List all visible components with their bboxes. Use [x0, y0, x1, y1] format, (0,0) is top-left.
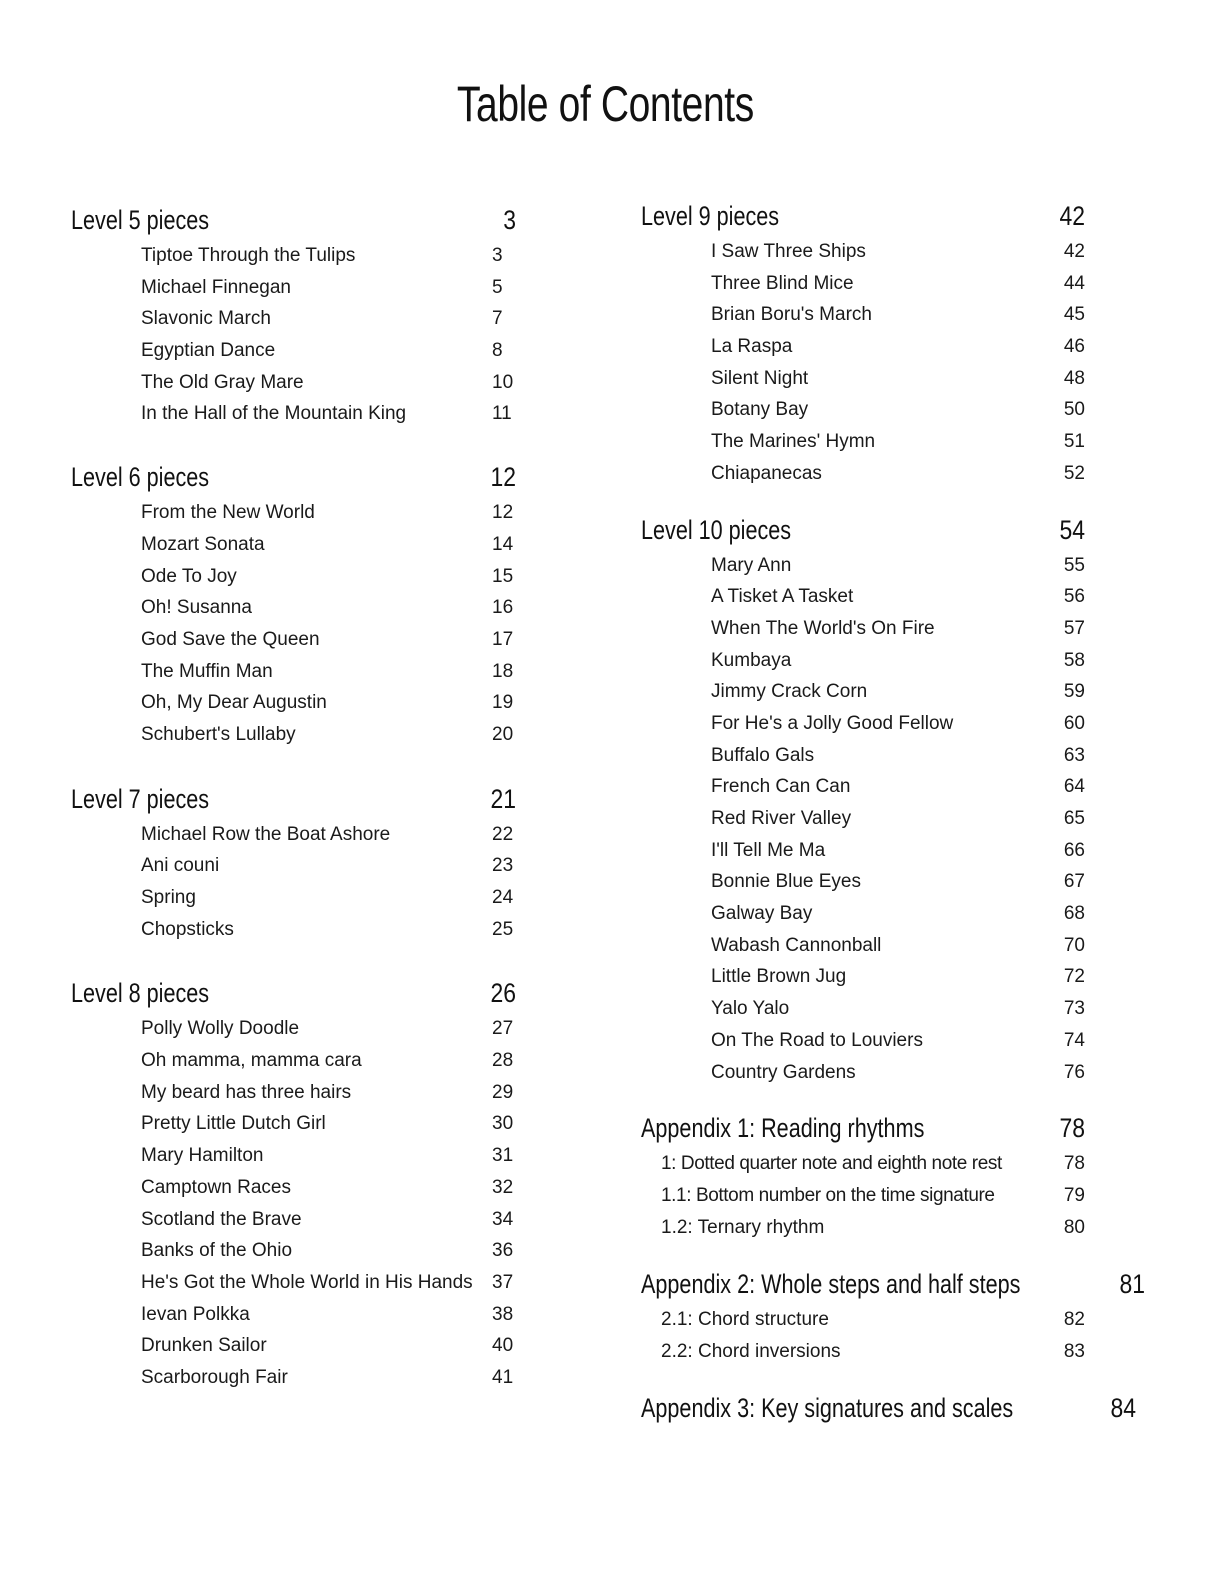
section-heading[interactable]: [641, 1388, 1137, 1428]
toc-entry-page: 58: [1063, 649, 1085, 671]
toc-entry-title: Bonnie Blue Eyes: [711, 871, 861, 893]
toc-section-level-10: [641, 510, 1085, 1089]
toc-entry-title: Oh mamma, mamma cara: [141, 1050, 362, 1072]
toc-entry-page: 60: [1063, 712, 1085, 734]
toc-entry-page: 55: [1063, 554, 1085, 576]
toc-entry-page: 25: [492, 918, 514, 940]
toc-section-level-5: [71, 200, 516, 430]
toc-entry-title: God Save the Queen: [141, 628, 320, 650]
toc-entry[interactable]: [641, 1212, 1085, 1244]
toc-entry-title: Kumbaya: [711, 649, 792, 671]
toc-entry[interactable]: [641, 426, 1085, 458]
toc-entry-title: Banks of the Ohio: [141, 1240, 293, 1262]
toc-left-column: [71, 200, 516, 1394]
toc-entry-title: Silent Night: [711, 367, 809, 389]
toc-entry-title: Schubert's Lullaby: [141, 723, 296, 745]
toc-entry[interactable]: [71, 1235, 516, 1267]
toc-entry-title: Botany Bay: [711, 399, 809, 421]
section-heading-label: Level 10 pieces: [641, 514, 792, 545]
toc-entry-title: Oh! Susanna: [141, 597, 252, 619]
toc-entry-page: 15: [492, 565, 514, 587]
toc-entry-page: 73: [1063, 998, 1085, 1020]
toc-entry[interactable]: [71, 1077, 516, 1109]
toc-entry[interactable]: [71, 1267, 516, 1299]
section-heading-label: Level 7 pieces: [71, 783, 210, 814]
toc-entry-title: Polly Wolly Doodle: [141, 1018, 300, 1040]
toc-entry-page: 72: [1063, 966, 1085, 988]
toc-entry-page: 12: [492, 502, 514, 524]
toc-section-appendix-2: [641, 1264, 1146, 1367]
toc-entry[interactable]: [71, 719, 516, 751]
toc-entry-page: 67: [1063, 871, 1085, 893]
toc-entry-page: 76: [1063, 1061, 1085, 1083]
toc-entry-title: Red River Valley: [711, 808, 852, 829]
toc-entry-title: Ani couni: [141, 855, 220, 877]
toc-entry[interactable]: [71, 687, 516, 719]
toc-entry-title: Ode To Joy: [141, 565, 237, 587]
section-heading-page: 84: [1110, 1392, 1137, 1423]
toc-entry-title: Mary Hamilton: [141, 1145, 264, 1167]
toc-section-appendix-3: [641, 1388, 1137, 1428]
toc-entry[interactable]: [641, 1025, 1085, 1057]
toc-entry-page: 64: [1063, 776, 1085, 798]
toc-entry[interactable]: [641, 898, 1085, 930]
toc-entry[interactable]: [641, 676, 1085, 708]
toc-entry-title: Pretty Little Dutch Girl: [141, 1113, 326, 1135]
toc-entry[interactable]: [71, 1140, 516, 1172]
toc-entry[interactable]: [641, 581, 1085, 613]
toc-entry[interactable]: [71, 1045, 516, 1077]
toc-entry[interactable]: [71, 1108, 516, 1140]
toc-entry[interactable]: [641, 1148, 1085, 1180]
toc-entry-page: 31: [492, 1145, 514, 1167]
toc-entry-title: The Marines' Hymn: [711, 431, 876, 453]
toc-entry-title: The Old Gray Mare: [141, 371, 304, 393]
toc-entry-page: 19: [492, 692, 514, 714]
toc-entry-title: From the New World: [141, 502, 315, 524]
toc-entry[interactable]: [71, 819, 516, 851]
section-heading-page: 78: [1059, 1113, 1085, 1144]
toc-entry-title: Jimmy Crack Corn: [711, 681, 868, 703]
section-heading-label: Level 8 pieces: [71, 978, 210, 1009]
toc-entry-page: 28: [492, 1050, 514, 1072]
toc-entry[interactable]: [641, 645, 1085, 677]
section-heading-page: 54: [1059, 514, 1085, 545]
toc-entry[interactable]: [71, 1013, 516, 1045]
toc-entry-page: 37: [492, 1271, 514, 1293]
toc-entry-title: I Saw Three Ships: [711, 241, 866, 262]
toc-entry-page: 23: [492, 855, 514, 877]
toc-entry[interactable]: [71, 335, 516, 367]
toc-entry[interactable]: [71, 1204, 516, 1236]
toc-entry[interactable]: [71, 1172, 516, 1204]
section-heading-label: Appendix 1: Reading rhythms: [641, 1113, 925, 1144]
toc-entry[interactable]: [641, 866, 1085, 898]
toc-entry-page: 56: [1063, 586, 1085, 608]
toc-entry-page: 79: [1063, 1184, 1085, 1206]
section-heading[interactable]: [641, 196, 1085, 236]
toc-entry-title: When The World's On Fire: [711, 617, 935, 639]
toc-entry-title: Chiapanecas: [711, 462, 822, 484]
toc-entry-title: Spring: [141, 887, 196, 908]
toc-entry[interactable]: [71, 398, 516, 430]
section-heading[interactable]: [71, 779, 516, 819]
toc-entry[interactable]: [641, 613, 1085, 645]
section-heading-page: 42: [1059, 201, 1085, 231]
section-heading-label: Level 5 pieces: [71, 205, 210, 235]
toc-entry[interactable]: [71, 850, 516, 882]
toc-entry-page: 46: [1063, 336, 1085, 358]
section-heading-page: 21: [490, 783, 516, 814]
toc-entry-page: 82: [1063, 1309, 1085, 1331]
toc-entry-title: 1.2: Ternary rhythm: [661, 1216, 825, 1238]
toc-entry-title: A Tisket A Tasket: [711, 586, 854, 608]
toc-entry-title: 1: Dotted quarter note and eighth note rest: [661, 1153, 1002, 1175]
toc-entry[interactable]: [641, 708, 1085, 740]
toc-entry-page: 5: [492, 276, 503, 298]
toc-entry-page: 7: [492, 308, 503, 330]
toc-entry-page: 57: [1063, 617, 1085, 639]
toc-entry-page: 51: [1063, 431, 1085, 453]
toc-entry[interactable]: [71, 592, 516, 624]
toc-entry-page: 8: [492, 340, 503, 362]
toc-entry-title: Little Brown Jug: [711, 966, 847, 988]
toc-entry-page: 29: [492, 1081, 514, 1103]
toc-entry[interactable]: [71, 303, 516, 335]
toc-entry-title: The Muffin Man: [141, 660, 273, 682]
toc-section-level-9: [641, 196, 1085, 490]
toc-right-column: [641, 196, 1146, 1428]
toc-entry[interactable]: [641, 236, 1085, 268]
toc-entry-title: In the Hall of the Mountain King: [141, 403, 407, 425]
toc-entry[interactable]: [641, 331, 1085, 363]
toc-entry-page: 10: [492, 371, 514, 393]
toc-entry[interactable]: [71, 1299, 516, 1331]
section-heading[interactable]: [641, 1264, 1146, 1304]
toc-entry-page: 52: [1063, 462, 1085, 484]
toc-entry-title: Michael Row the Boat Ashore: [141, 823, 391, 845]
toc-entry-title: On The Road to Louviers: [711, 1029, 923, 1051]
toc-entry[interactable]: [641, 550, 1085, 582]
toc-entry-page: 38: [492, 1303, 514, 1325]
section-heading-label: Level 6 pieces: [71, 462, 210, 493]
section-heading-page: 26: [490, 978, 516, 1009]
toc-entry-title: Three Blind Mice: [711, 272, 854, 294]
toc-entry-page: 41: [492, 1366, 514, 1388]
toc-entry-page: 20: [492, 723, 514, 745]
toc-entry-title: For He's a Jolly Good Fellow: [711, 712, 954, 734]
toc-entry-title: La Raspa: [711, 336, 793, 358]
toc-entry-title: Oh, My Dear Augustin: [141, 692, 327, 714]
section-heading-page: 81: [1119, 1269, 1146, 1300]
toc-entry-title: 2.2: Chord inversions: [661, 1340, 841, 1362]
toc-entry-page: 44: [1063, 272, 1085, 294]
toc-entry[interactable]: [641, 458, 1085, 490]
toc-entry[interactable]: [641, 1304, 1085, 1336]
toc-entry-page: 3: [492, 245, 503, 266]
toc-entry-page: 34: [492, 1208, 514, 1230]
toc-entry-title: Slavonic March: [141, 308, 271, 330]
toc-entry-title: My beard has three hairs: [141, 1081, 352, 1103]
toc-entry-page: 36: [492, 1240, 514, 1262]
toc-entry-title: Yalo Yalo: [711, 998, 790, 1020]
toc-entry-title: Camptown Races: [141, 1176, 291, 1198]
toc-entry-page: 78: [1063, 1153, 1085, 1175]
toc-entry[interactable]: [71, 561, 516, 593]
toc-entry[interactable]: [641, 740, 1085, 772]
toc-entry-title: He's Got the Whole World in His Hands: [141, 1271, 473, 1293]
toc-entry-page: 48: [1063, 367, 1085, 389]
toc-entry[interactable]: [71, 882, 516, 914]
toc-entry-title: Michael Finnegan: [141, 276, 291, 298]
toc-entry-page: 68: [1063, 903, 1085, 925]
toc-entry-page: 16: [492, 597, 514, 619]
page-title: Table of Contents: [456, 76, 754, 132]
toc-entry-page: 70: [1063, 934, 1085, 956]
toc-entry[interactable]: [71, 529, 516, 561]
section-heading[interactable]: [71, 973, 516, 1013]
toc-entry[interactable]: [641, 993, 1085, 1025]
toc-entry-page: 50: [1063, 399, 1085, 421]
toc-entry-page: 80: [1063, 1216, 1085, 1238]
toc-entry[interactable]: [71, 1330, 516, 1362]
toc-section-level-6: [71, 457, 516, 751]
toc-entry-title: Ievan Polkka: [141, 1303, 250, 1325]
toc-entry-title: Tiptoe Through the Tulips: [141, 245, 356, 266]
toc-section-appendix-1: [641, 1108, 1085, 1243]
toc-entry-page: 40: [492, 1335, 514, 1357]
toc-entry-title: Country Gardens: [711, 1061, 856, 1083]
toc-entry[interactable]: [71, 367, 516, 399]
toc-entry-page: 32: [492, 1176, 514, 1198]
section-heading-page: 3: [503, 205, 516, 235]
toc-entry-title: Egyptian Dance: [141, 340, 276, 362]
toc-entry-page: 66: [1063, 839, 1085, 861]
toc-section-level-7: [71, 779, 516, 946]
toc-entry-title: Drunken Sailor: [141, 1335, 267, 1357]
toc-entry[interactable]: [641, 930, 1085, 962]
toc-entry-title: Mozart Sonata: [141, 533, 265, 555]
toc-entry-title: Scarborough Fair: [141, 1366, 288, 1388]
toc-entry-page: 27: [492, 1018, 514, 1040]
toc-entry-title: French Can Can: [711, 776, 851, 798]
toc-entry-page: 59: [1063, 681, 1085, 703]
toc-entry[interactable]: [71, 624, 516, 656]
section-heading[interactable]: [71, 457, 516, 497]
toc-entry-title: Wabash Cannonball: [711, 934, 882, 956]
toc-entry-title: Brian Boru's March: [711, 304, 872, 326]
toc-entry-page: 65: [1063, 808, 1085, 829]
section-heading[interactable]: [641, 1108, 1085, 1148]
toc-entry-page: 30: [492, 1113, 514, 1135]
toc-entry[interactable]: [641, 771, 1085, 803]
section-heading[interactable]: [71, 200, 516, 240]
section-heading[interactable]: [641, 510, 1085, 550]
toc-entry-page: 14: [492, 533, 514, 555]
toc-entry-title: Mary Ann: [711, 554, 792, 576]
toc-entry-title: Galway Bay: [711, 903, 813, 925]
toc-entry-page: 42: [1063, 241, 1085, 262]
toc-entry[interactable]: [641, 835, 1085, 867]
section-heading-page: 12: [490, 462, 516, 493]
toc-entry[interactable]: [641, 1057, 1085, 1089]
toc-entry[interactable]: [71, 240, 516, 272]
section-heading-label: Appendix 2: Whole steps and half steps: [641, 1269, 1021, 1300]
toc-entry-page: 45: [1063, 304, 1085, 326]
toc-entry[interactable]: [641, 1180, 1085, 1212]
toc-entry-title: Scotland the Brave: [141, 1208, 302, 1230]
toc-entry[interactable]: [71, 497, 516, 529]
toc-entry-page: 74: [1063, 1029, 1085, 1051]
toc-entry[interactable]: [641, 363, 1085, 395]
toc-section-level-8: [71, 973, 516, 1393]
toc-entry-title: Buffalo Gals: [711, 744, 815, 766]
toc-entry-page: 17: [492, 628, 514, 650]
section-heading-label: Level 9 pieces: [641, 201, 780, 231]
toc-entry-page: 83: [1063, 1340, 1085, 1362]
toc-entry-title: 1.1: Bottom number on the time signature: [661, 1184, 995, 1206]
toc-entry[interactable]: [641, 268, 1085, 300]
toc-entry[interactable]: [641, 1336, 1085, 1368]
toc-entry[interactable]: [641, 394, 1085, 426]
toc-entry[interactable]: [641, 299, 1085, 331]
toc-entry-title: 2.1: Chord structure: [661, 1309, 829, 1331]
toc-entry-page: 63: [1063, 744, 1085, 766]
toc-entry[interactable]: [71, 1362, 516, 1394]
toc-entry[interactable]: [71, 656, 516, 688]
toc-entry-page: 18: [492, 660, 514, 682]
toc-entry-title: Chopsticks: [141, 918, 234, 940]
toc-entry-page: 11: [492, 403, 512, 425]
toc-entry-title: I'll Tell Me Ma: [711, 839, 826, 861]
toc-entry[interactable]: [71, 272, 516, 304]
section-heading-label: Appendix 3: Key signatures and scales: [641, 1392, 1014, 1423]
toc-entry[interactable]: [641, 803, 1085, 835]
toc-entry-page: 24: [492, 887, 514, 908]
toc-entry[interactable]: [71, 914, 516, 946]
toc-entry-page: 22: [492, 823, 514, 845]
toc-entry[interactable]: [641, 961, 1085, 993]
